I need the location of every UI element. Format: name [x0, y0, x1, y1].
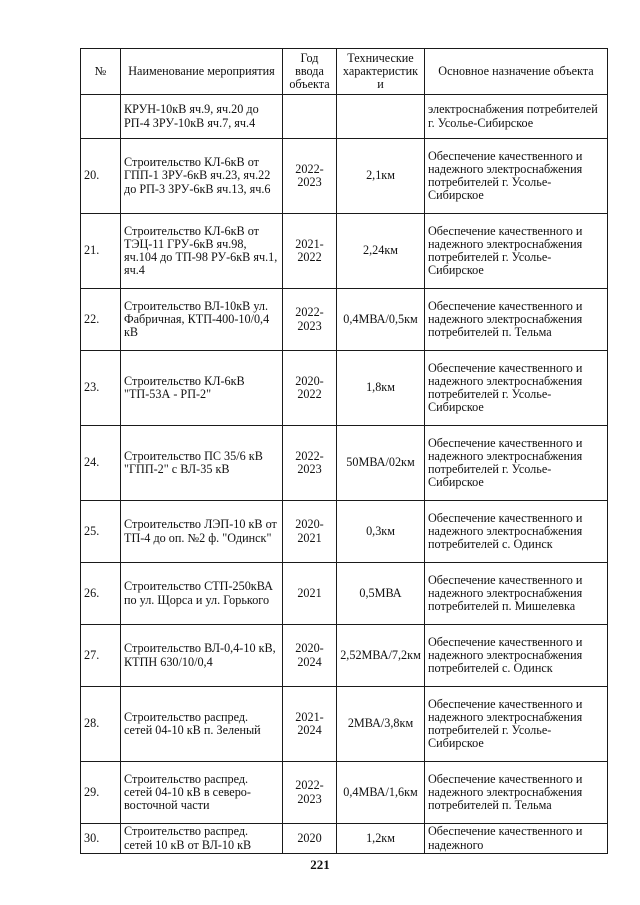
row-name: Строительство КЛ-6кВ "ТП-53А - РП-2": [121, 351, 283, 426]
row-number: 20.: [81, 139, 121, 214]
header-year: Год ввода объекта: [283, 49, 337, 95]
row-name: Строительство распред. сетей 04-10 кВ п. Зеленый: [121, 687, 283, 762]
row-purpose: электроснабжения потребителей г. Усолье-Сибирское: [425, 95, 608, 139]
table-row: [81, 762, 608, 824]
row-tech: [337, 95, 425, 139]
row-number: 25.: [81, 501, 121, 563]
row-number: 26.: [81, 563, 121, 625]
row-tech: 2,52МВА/7,2км: [337, 625, 425, 687]
row-year: 2020: [283, 824, 337, 854]
row-year: 2020-2024: [283, 625, 337, 687]
row-tech: 0,4МВА/0,5км: [337, 289, 425, 351]
row-name: Строительство ВЛ-0,4-10 кВ, КТПН 630/10/0,4: [121, 625, 283, 687]
row-purpose: Обеспечение качественного и надежного электроснабжения потребителей с. Одинск: [425, 501, 608, 563]
row-year: 2021-2022: [283, 214, 337, 289]
measures-table: [80, 48, 608, 854]
row-purpose: Обеспечение качественного и надежного электроснабжения потребителей г. Усолье-Сибирское: [425, 351, 608, 426]
row-tech: 0,3км: [337, 501, 425, 563]
table-row: [81, 687, 608, 762]
row-purpose: Обеспечение качественного и надежного электроснабжения потребителей с. Одинск: [425, 625, 608, 687]
table-row: [81, 95, 608, 139]
row-purpose: Обеспечение качественного и надежного электроснабжения потребителей г. Усолье-Сибирское: [425, 139, 608, 214]
row-name: Строительство КЛ-6кВ от ТЭЦ-11 ГРУ-6кВ яч.98, яч.104 до ТП-98 РУ-6кВ яч.1, яч.4: [121, 214, 283, 289]
row-number: 24.: [81, 426, 121, 501]
row-year: 2022-2023: [283, 762, 337, 824]
row-purpose: Обеспечение качественного и надежного электроснабжения потребителей п. Тельма: [425, 762, 608, 824]
table-row: [81, 289, 608, 351]
header-purpose: Основное назначение объекта: [425, 49, 608, 95]
row-number: 30.: [81, 824, 121, 854]
row-name: Строительство ЛЭП-10 кВ от ТП-4 до оп. №2 ф. "Одинск": [121, 501, 283, 563]
row-number: 23.: [81, 351, 121, 426]
row-year: [283, 95, 337, 139]
row-number: 28.: [81, 687, 121, 762]
row-tech: 50МВА/02км: [337, 426, 425, 501]
row-year: 2020-2021: [283, 501, 337, 563]
row-purpose: Обеспечение качественного и надежного электроснабжения потребителей п. Тельма: [425, 289, 608, 351]
row-tech: 1,8км: [337, 351, 425, 426]
row-year: 2020-2022: [283, 351, 337, 426]
table-row: [81, 426, 608, 501]
row-purpose: Обеспечение качественного и надежного электроснабжения потребителей г. Усолье-Сибирское: [425, 687, 608, 762]
row-purpose: Обеспечение качественного и надежного электроснабжения потребителей г. Усолье-Сибирское: [425, 214, 608, 289]
row-name: Строительство ВЛ-10кВ ул. Фабричная, КТП-400-10/0,4 кВ: [121, 289, 283, 351]
row-year: 2022-2023: [283, 289, 337, 351]
row-number: 21.: [81, 214, 121, 289]
table-body: [81, 95, 608, 854]
row-purpose: Обеспечение качественного и надежного: [425, 824, 608, 854]
row-tech: 2МВА/3,8км: [337, 687, 425, 762]
table-header-row: [81, 49, 608, 95]
row-year: 2022-2023: [283, 139, 337, 214]
row-tech: 2,1км: [337, 139, 425, 214]
row-year: 2022-2023: [283, 426, 337, 501]
table-row: [81, 139, 608, 214]
row-number: 29.: [81, 762, 121, 824]
header-num: №: [81, 49, 121, 95]
row-name: Строительство распред. сетей 10 кВ от ВЛ-10 кВ: [121, 824, 283, 854]
row-name: Строительство СТП-250кВА по ул. Щорса и ул. Горького: [121, 563, 283, 625]
row-name: Строительство КЛ-6кВ от ГПП-1 ЗРУ-6кВ яч.23, яч.22 до РП-3 ЗРУ-6кВ яч.13, яч.6: [121, 139, 283, 214]
header-name: Наименование мероприятия: [121, 49, 283, 95]
table-row: [81, 501, 608, 563]
row-number: 22.: [81, 289, 121, 351]
row-tech: 2,24км: [337, 214, 425, 289]
row-year: 2021-2024: [283, 687, 337, 762]
row-tech: 0,4МВА/1,6км: [337, 762, 425, 824]
table-row: [81, 563, 608, 625]
row-purpose: Обеспечение качественного и надежного электроснабжения потребителей г. Усолье-Сибирское: [425, 426, 608, 501]
row-purpose: Обеспечение качественного и надежного электроснабжения потребителей п. Мишелевка: [425, 563, 608, 625]
row-name: Строительство ПС 35/6 кВ "ГПП-2" с ВЛ-35 кВ: [121, 426, 283, 501]
row-year: 2021: [283, 563, 337, 625]
row-number: 27.: [81, 625, 121, 687]
table-row: [81, 351, 608, 426]
row-name: Строительство распред. сетей 04-10 кВ в северо-восточной части: [121, 762, 283, 824]
table-row: [81, 214, 608, 289]
table-row: [81, 625, 608, 687]
row-number: [81, 95, 121, 139]
row-name: КРУН-10кВ яч.9, яч.20 до РП-4 ЗРУ-10кВ яч.7, яч.4: [121, 95, 283, 139]
header-tech: Технические характеристик и: [337, 49, 425, 95]
page-number: 221: [310, 857, 330, 872]
table-row: [81, 824, 608, 854]
row-tech: 0,5МВА: [337, 563, 425, 625]
row-tech: 1,2км: [337, 824, 425, 854]
